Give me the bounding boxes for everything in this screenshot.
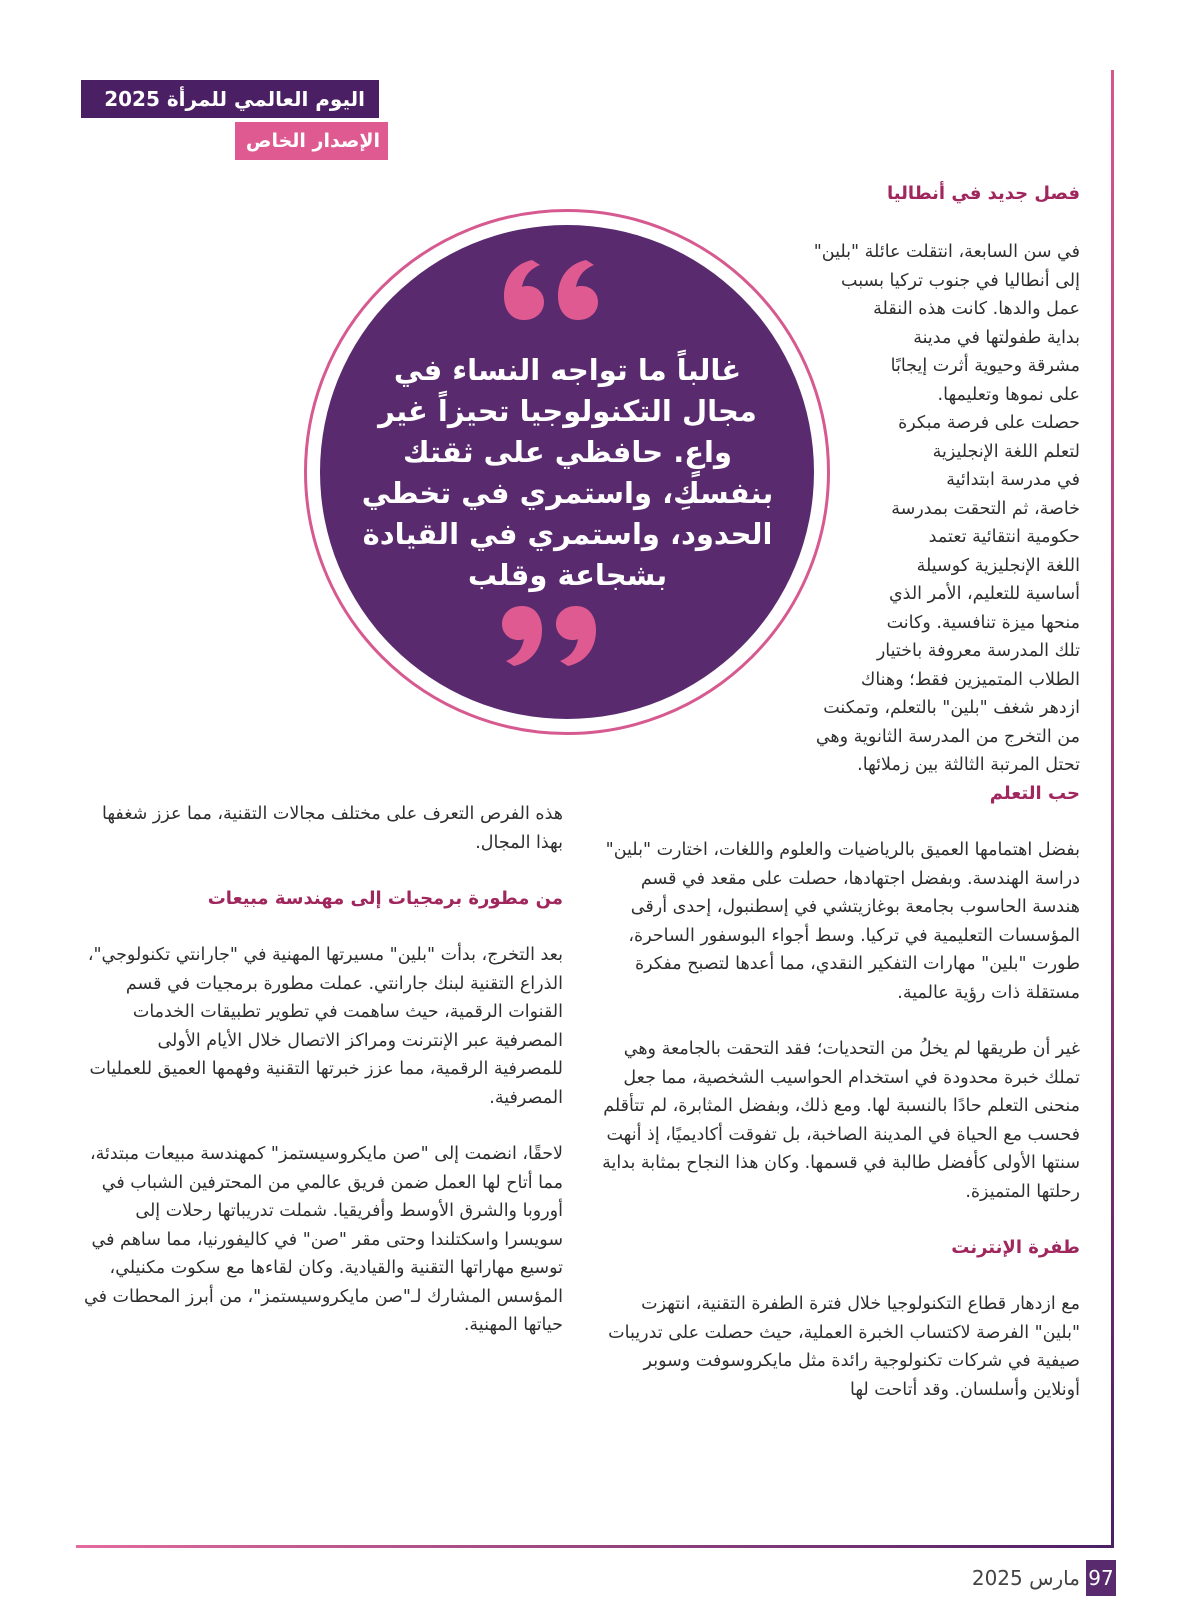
section-line: تلك المدرسة معروفة باختيار [876,641,1080,661]
right-border-line [1111,70,1114,1548]
section-love-of-learning [595,780,1080,1404]
section-career [83,800,563,1340]
section-heading: حب التعلم [989,783,1080,804]
section-line: على نموها وتعليمها. [937,384,1080,405]
body-paragraph: لاحقًا، انضمت إلى "صن مايكروسيستمز" كمهندسة مبيعات مبتدئة، مما أتاح لها العمل ضمن فريق عالمي من المحترفين الشباب في أوروبا والشرق الأوسط وأفريقيا. شملت تدريباتها رحلات إلى سويسرا واسكتلندا وحتى مقر "صن" في كاليفورنيا، مما ساهم في توسيع مهاراتها التقنية والقيادية. وكان لقاءها مع سكوت مكنيلي، المؤسس المشارك لـ"صن مايكروسيستمز"، من أبرز المحطات في حياتها المهنية. [84,1144,563,1335]
body-paragraph: بعد التخرج، بدأت "بلين" مسيرتها المهنية في "جارانتي تكنولوجي"، الذراع التقنية لبنك جارانتي. عملت مطورة برمجيات في قسم القنوات الرقمية، حيث ساهمت في تطوير تطبيقات الخدمات المصرفية عبر الإنترنت ومراكز الاتصال خلال الأيام الأولى للمصرفية الرقمية، مما عزز خبرتها التقنية وفهمها العميق للعمليات المصرفية. [87,945,563,1108]
section-line: في سن السابعة، انتقلت عائلة "بلين" [813,242,1080,262]
page-number: 97 [1086,1560,1116,1596]
bottom-border-line [76,1545,1114,1548]
section-line: مشرقة وحيوية أثرت إيجابًا [890,356,1080,376]
close-quote-icon [500,600,600,670]
section-line: من التخرج من المدرسة الثانوية وهي [815,726,1080,747]
open-quote-icon [500,256,600,326]
section-line: عمل والدها. كانت هذه النقلة [873,299,1080,319]
section-line: حكومية انتقائية تعتمد [928,527,1080,547]
issue-date: مارس 2025 [971,1566,1080,1590]
section-line: حصلت على فرصة مبكرة [898,413,1080,433]
edition-title: اليوم العالمي للمرأة 2025 [81,80,379,118]
pull-quote: غالباً ما تواجه النساء في مجال التكنولوجيا تحيزاً غير واعٍ. حافظي على ثقتك بنفسكِ، واستمري في تخطي الحدود، واستمري في القيادة بشجاعة وقلب [361,353,774,592]
section-heading: فصل جديد في أنطاليا [887,183,1080,204]
body-paragraph: مع ازدهار قطاع التكنولوجيا خلال فترة الطفرة التقنية، انتهزت "بلين" الفرصة لاكتساب الخبرة العملية، حيث حصلت على تدريبات صيفية في شركات تكنولوجية رائدة مثل مايكروسوفت وسوبر أونلاين وأسلسان. وقد أتاحت لها [608,1294,1080,1400]
section-line: إلى أنطاليا في جنوب تركيا بسبب [841,270,1080,291]
section-line: في مدرسة ابتدائية [946,470,1080,490]
section-line: تحتل المرتبة الثالثة بين زملائها. [857,755,1080,775]
body-paragraph: بفضل اهتمامها العميق بالرياضيات والعلوم واللغات، اختارت "بلين" دراسة الهندسة. وبفضل اجتهادها، حصلت على مقعد في قسم هندسة الحاسوب بجامعة بوغازيتشي في إسطنبول، إحدى أرقى المؤسسات التعليمية في تركيا. وسط أجواء البوسفور الساحرة، طورت "بلين" مهارات التفكير النقدي، مما أعدها لتصبح مفكرة مستقلة ذات رؤية عالمية. [605,840,1080,1003]
section-heading: طفرة الإنترنت [951,1237,1080,1258]
section-heading: من مطورة برمجيات إلى مهندسة مبيعات [207,888,563,909]
section-line: خاصة، ثم التحقت بمدرسة [891,498,1080,519]
edition-subtitle: الإصدار الخاص [235,122,388,160]
section-line: بداية طفولتها في مدينة [913,327,1080,348]
section-line: ازدهر شغف "بلين" بالتعلم، وتمكنت [823,698,1080,718]
section-line: الطلاب المتميزين فقط؛ وهناك [860,669,1080,690]
section-line: أساسية للتعليم، الأمر الذي [888,584,1080,604]
body-paragraph: هذه الفرص التعرف على مختلف مجالات التقنية، مما عزز شغفها بهذا المجال. [101,804,563,853]
section-line: منحها ميزة تنافسية. وكانت [886,612,1080,633]
section-line: اللغة الإنجليزية كوسيلة [916,555,1080,576]
section-line: لتعلم اللغة الإنجليزية [932,441,1080,462]
section-antalya [760,180,1080,780]
body-paragraph: غير أن طريقها لم يخلُ من التحديات؛ فقد التحقت بالجامعة وهي تملك خبرة محدودة في استخدام الحواسيب الشخصية، مما جعل منحنى التعلم حادًا بالنسبة لها. ومع ذلك، وبفضل المثابرة، لم تتأقلم فحسب مع الحياة في المدينة الصاخبة، بل تفوقت أكاديميًا، إذ أنهت سنتها الأولى كأفضل طالبة في قسمها. وكان هذا النجاح بمثابة بداية رحلتها المتميزة. [602,1039,1080,1202]
